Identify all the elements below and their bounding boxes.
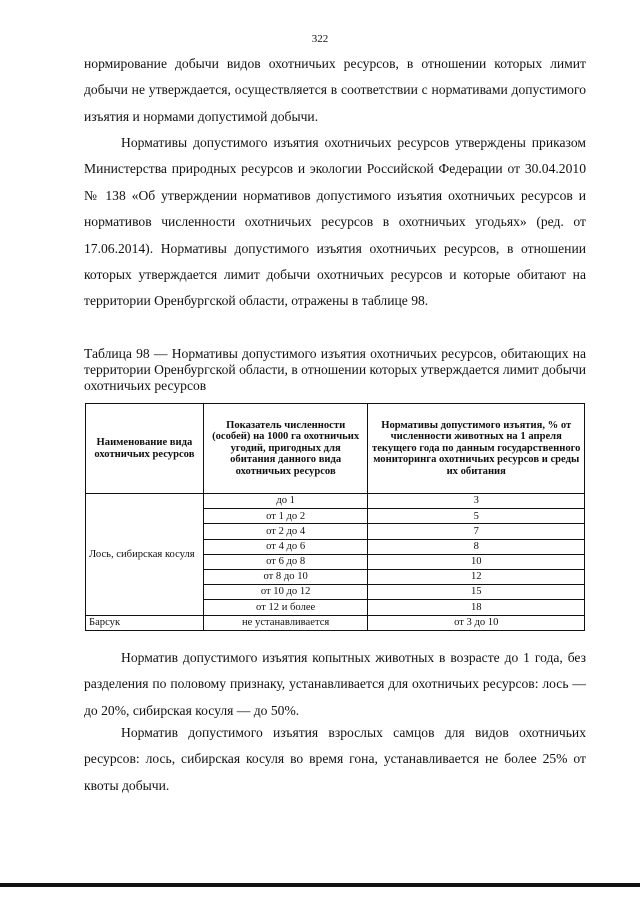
cell-density: до 1 <box>203 494 368 509</box>
cell-norm: от 3 до 10 <box>368 615 585 630</box>
cell-density: от 4 до 6 <box>203 539 368 554</box>
paragraph-text: Норматив допустимого изъятия копытных животных в возрасте до 1 года, без разделения по половому признаку, устанавливается для охотничьих ресурсов: лось — до 20%, сибирская косуля — до 50%. <box>84 650 586 718</box>
cell-norm: 10 <box>368 554 585 569</box>
bottom-rule <box>0 883 640 887</box>
paragraph-text: Норматив допустимого изъятия взрослых самцов для видов охотничьих ресурсов: лось, сибирская косуля во время гона, устанавливается не более 25% от квоты добычи. <box>84 725 586 793</box>
cell-density: от 8 до 10 <box>203 569 368 584</box>
paragraph-text: нормирование добычи видов охотничьих ресурсов, в отношении которых лимит добычи не утверждается, осуществляется в соответствии с нормативами допустимого изъятия и нормами допустимой добычи. <box>84 56 586 124</box>
cell-norm: 8 <box>368 539 585 554</box>
normatives-table <box>85 403 585 631</box>
cell-density: от 1 до 2 <box>203 509 368 524</box>
cell-density: от 2 до 4 <box>203 524 368 539</box>
paragraph-young-animals <box>84 645 586 724</box>
table-row <box>86 494 585 509</box>
cell-species-elk-roe: Лось, сибирская косуля <box>86 494 204 616</box>
cell-density: от 12 и более <box>203 600 368 615</box>
cell-density: от 10 до 12 <box>203 585 368 600</box>
table-caption: Таблица 98 — Нормативы допустимого изъятия охотничьих ресурсов, обитающих на территории Оренбургской области, в отношении которых утверждается лимит добычи охотничьих ресурсов <box>84 346 586 393</box>
table-row <box>86 615 585 630</box>
cell-density: не устанавливается <box>203 615 368 630</box>
cell-density: от 6 до 8 <box>203 554 368 569</box>
page-number: 322 <box>311 33 329 45</box>
cell-norm: 5 <box>368 509 585 524</box>
cell-species-badger: Барсук <box>86 615 204 630</box>
cell-norm: 18 <box>368 600 585 615</box>
table-header-row <box>86 404 585 494</box>
cell-norm: 15 <box>368 585 585 600</box>
cell-norm: 3 <box>368 494 585 509</box>
header-density: Показатель численности (особей) на 1000 га охотничьих угодий, пригодных для обитания данного вида охотничьих ресурсов <box>203 404 368 494</box>
cell-norm: 7 <box>368 524 585 539</box>
header-species: Наименование вида охотничьих ресурсов <box>86 404 204 494</box>
header-norm: Нормативы допустимого изъятия, % от численности животных на 1 апреля текущего года по данным государственного мониторинга охотничьих ресурсов и среды их обитания <box>368 404 585 494</box>
paragraph-normatives-order <box>84 130 586 315</box>
paragraph-adult-males <box>84 720 586 799</box>
paragraph-text: Нормативы допустимого изъятия охотничьих ресурсов утверждены приказом Министерства природных ресурсов и экологии Российской Федерации от 30.04.2010 № 138 «Об утверждении нормативов допустимого изъятия охотничьих ресурсов и нормативов численности охотничьих ресурсов в охотничьих угодьях» (ред. от 17.06.2014). Нормативы допустимого изъятия охотничьих ресурсов, в отношении которых утверждается лимит добычи охотничьих ресурсов и которые обитают на территории Оренбургской области, отражены в таблице 98. <box>84 135 586 309</box>
cell-norm: 12 <box>368 569 585 584</box>
paragraph-intro <box>84 51 586 130</box>
